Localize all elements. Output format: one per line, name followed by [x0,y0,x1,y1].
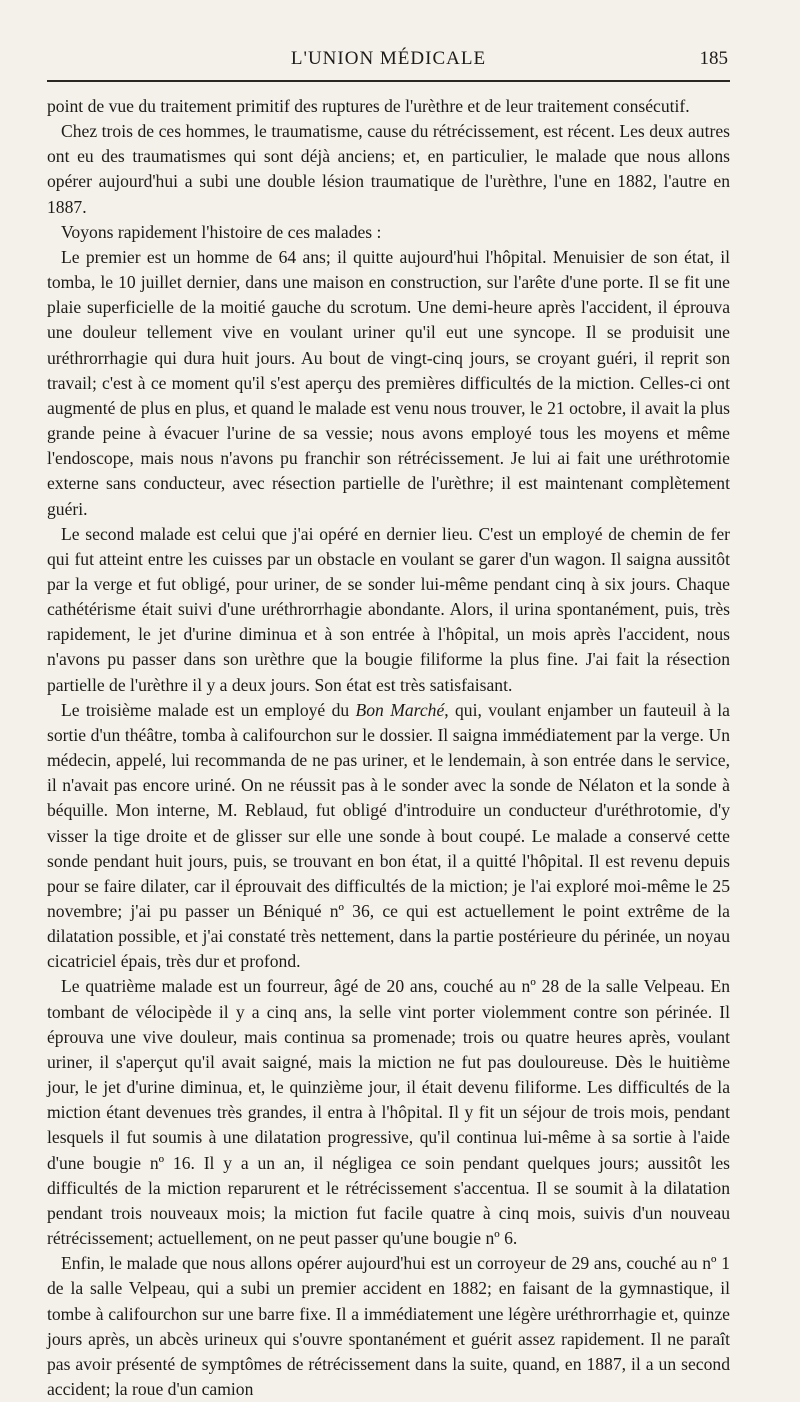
paragraph-first-patient: Le premier est un homme de 64 ans; il quitte aujourd'hui l'hôpital. Menuisier de son état, il tomba, le 10 juillet dernier, dans une maison en construction, sur l'arête d'une porte. Il se fit une plaie superficielle de la moitié gauche du scrotum. Une demi-heure après l'accident, il éprouva une douleur tellement vive en voulant uriner qu'il eut une syncope. Il se produisit une uréthrorrhagie qui dura huit jours. Au bout de vingt-cinq jours, se croyant guéri, il reprit son travail; c'est à ce moment qu'il s'est aperçu des premières difficultés de la miction. Celles-ci ont augmenté de plus en plus, et quand le malade est venu nous trouver, le 21 octobre, il avait la plus grande peine à évacuer l'urine de sa vessie; nous avons employé tous les moyens et même l'endoscope, mais nous n'avons pu franchir son rétrécissement. Je lui ai fait une uréthrotomie externe sans conducteur, avec résection partielle de l'urèthre; il est maintenant complètement guéri. [47,246,730,519]
text-segment: , qui, voulant enjamber un fauteuil à la sortie d'un théâtre, tomba à califourchon sur le dossier. Il saigna immédiatement par la verge. Un médecin, appelé, lui recommanda de ne pas uriner, et le lendemain, à son entrée dans le service, il n'avait pas encore uriné. On ne réussit pas à le sonder avec la sonde de Nélaton et la sonde à béquille. Mon interne, M. Reblaud, fut obligé d'introduire un conducteur d'uréthrotomie, d'y visser la tige droite et de glisser sur elle une sonde à bout coupé. Le malade a conservé cette sonde pendant huit jours, puis, se trouvant en bon état, il a quitté l'hôpital. Il est revenu depuis pour se faire dilater, car il éprouvait des difficultés de la miction; je l'ai exploré moi-même le 25 novembre; j'ai pu passer un Béniqué nº 36, ce qui est actuellement le point extrême de la dilatation possible, et j'ai constaté très nettement, dans la partie postérieure du périnée, un noyau cicatriciel épais, très dur et profond. [47,699,730,972]
page-number: 185 [699,48,728,69]
journal-page [47,46,730,1402]
article-body [47,94,730,1402]
paragraph-intro-histories: Voyons rapidement l'histoire de ces malades : [61,221,382,242]
paragraph-fourth-patient: Le quatrième malade est un fourreur, âgé de 20 ans, couché au nº 28 de la salle Velpeau. En tombant de vélocipède il y a cinq ans, la selle vint porter violemment contre son périnée. Il éprouva une vive douleur, mais continua sa promenade; trois ou quatre heures après, voulant uriner, il s'aperçut qu'il avait saigné, mais la miction ne fut pas douloureuse. Dès le huitième jour, le jet d'urine diminua, et, le quinzième jour, il était devenu filiforme. Les difficultés de la miction étant devenues très grandes, il entra à l'hôpital. Il y fit un séjour de trois mois, pendant lesquels il fut soumis à une dilatation progressive, qu'il continua lui-même à sa sortie à l'aide d'une bougie nº 16. Il y a un an, il négligea ce soin pendant quelques jours; aussitôt les difficultés de la miction reparurent et le rétrécissement s'accentua. Il se soumit à la dilatation pendant trois nouveaux mois; la miction fut facile quatre à cinq mois, suivis d'un nouveau rétrécissement; actuellement, on ne peut passer qu'une bougie nº 6. [47,976,730,1249]
store-name-italic: Bon Marché [355,699,445,720]
paragraph-traumatism-summary: Chez trois de ces hommes, le traumatisme, cause du rétrécissement, est récent. Les deux autres ont eu des traumatismes qui sont déjà anciens; et, en particulier, le malade que nous allons opérer aujourd'hui a subi une double lésion traumatique de l'urèthre, l'une en 1882, l'autre en 1887. [47,121,730,217]
paragraph-continuation: point de vue du traitement primitif des ruptures de l'urèthre et de leur traitement consécutif. [47,96,690,116]
text-segment: Le troisième malade est un employé du [61,699,356,720]
running-header [47,46,730,80]
paragraph-second-patient: Le second malade est celui que j'ai opéré en dernier lieu. C'est un employé de chemin de fer qui fut atteint entre les cuisses par un obstacle en voulant se garer d'un wagon. Il saigna aussitôt par la verge et fut obligé, pour uriner, de se sonder lui-même pendant cinq à six jours. Chaque cathétérisme était suivi d'une uréthrorrhagie abondante. Alors, il urina spontanément, puis, très rapidement, le jet d'urine diminua et à son entrée à l'hôpital, un mois après l'accident, nous n'avons pu passer dans son urèthre que la bougie filiforme la plus fine. J'ai fait la résection partielle de l'urèthre il y a deux jours. Son état est très satisfaisant. [47,523,730,695]
header-rule [47,80,730,82]
journal-title: L'UNION MÉDICALE [290,48,487,69]
paragraph-third-patient [47,698,730,975]
paragraph-fifth-patient: Enfin, le malade que nous allons opérer aujourd'hui est un corroyeur de 29 ans, couché au nº 1 de la salle Velpeau, qui a subi un premier accident en 1882; en faisant de la gymnastique, il tombe à califourchon sur une barre fixe. Il a immédiatement une légère uréthrorrhagie et, quinze jours après, un abcès urineux qui s'ouvre spontanément et guérit assez rapidement. Il ne paraît pas avoir présenté de symptômes de rétrécissement dans la suite, quand, en 1887, il a un second accident; la roue d'un camion [47,1253,730,1399]
